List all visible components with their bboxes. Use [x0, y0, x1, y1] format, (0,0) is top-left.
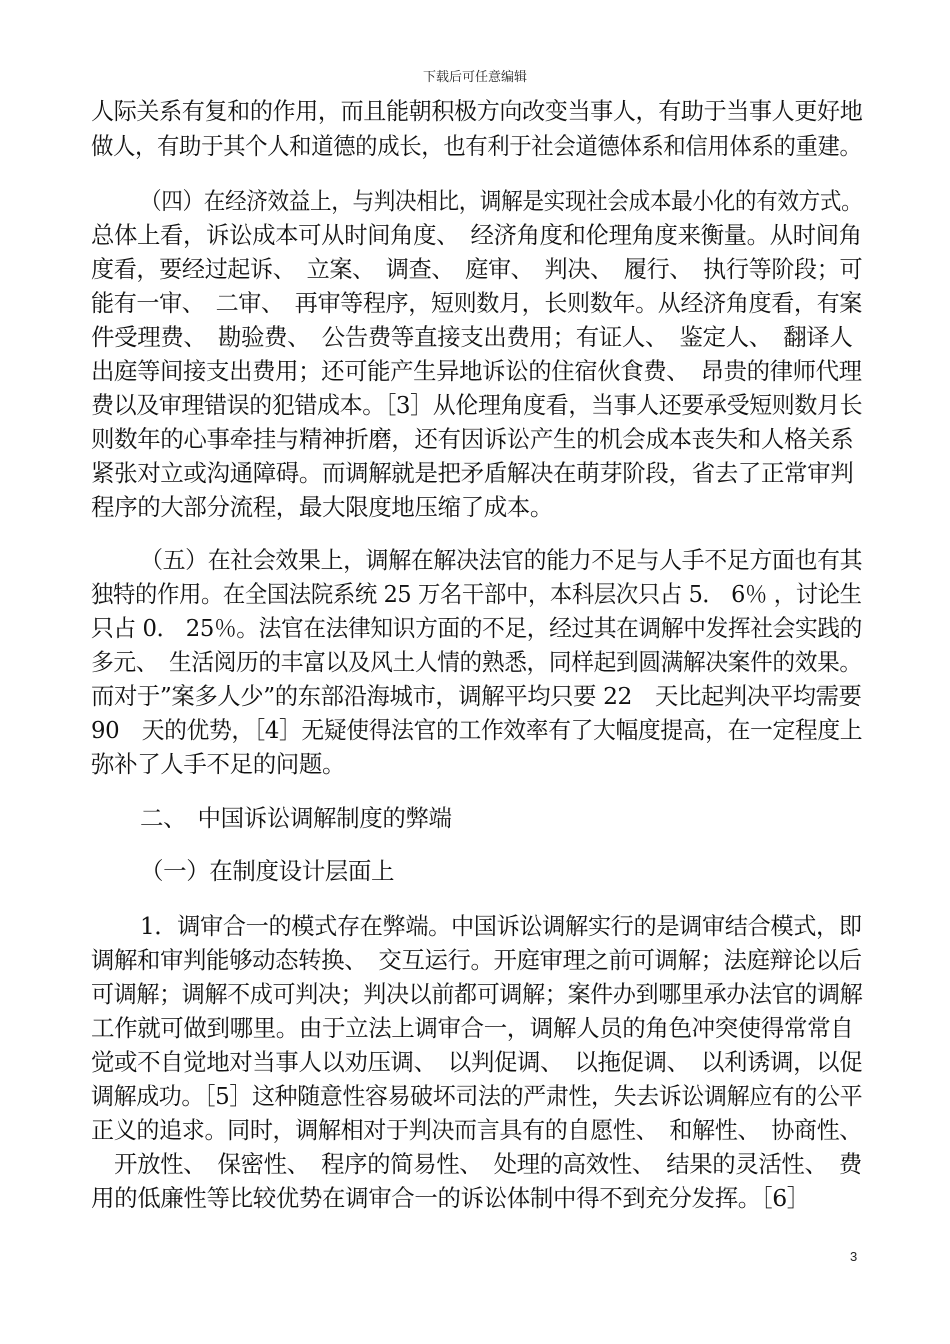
page-header: 下载后可任意编辑 — [422, 70, 527, 85]
text-line: 调解和审判能够动态转换、 交互运行。开庭审理之前可调解；法庭辩论以后 — [91, 946, 862, 974]
text-line: 正义的追求。同时，调解相对于判决而言具有的自愿性、 和解性、 协商性、 — [91, 1116, 862, 1144]
section-heading: 二、 中国诉讼调解制度的弊端 — [140, 804, 452, 832]
text-line: 程序的大部分流程，最大限度地压缩了成本。 — [91, 493, 553, 521]
subsection-heading: （一）在制度设计层面上 — [140, 857, 395, 885]
text-line: 工作就可做到哪里。由于立法上调审合一，调解人员的角色冲突使得常常自 — [91, 1014, 854, 1042]
text-line: 而对于”案多人少”的东部沿海城市，调解平均只要 22 天比起判决平均需要 — [91, 682, 862, 710]
text-line: 紧张对立或沟通障碍。而调解就是把矛盾解决在萌芽阶段，省去了正常审判 — [91, 459, 854, 487]
text-line: 只占 0． 25％。法官在法律知识方面的不足，经过其在调解中发挥社会实践的 — [91, 614, 862, 642]
text-line: 觉或不自觉地对当事人以劝压调、 以判促调、 以拖促调、 以利诱调，以促 — [91, 1048, 863, 1076]
text-line: 则数年的心事牵挂与精神折磨，还有因诉讼产生的机会成本丧失和人格关系 — [91, 425, 854, 453]
text-line: 独特的作用。在全国法院系统 25 万名干部中，本科层次只占 5． 6％ ，讨论生 — [91, 580, 862, 608]
paragraph-heading: 1．调审合一的模式存在弊端。中国诉讼调解实行的是调审结合模式，即 — [140, 912, 862, 940]
text-line: 多元、 生活阅历的丰富以及风土人情的熟悉，同样起到圆满解决案件的效果。 — [91, 648, 862, 676]
text-line: 做人，有助于其个人和道德的成长，也有利于社会道德体系和信用体系的重建。 — [91, 132, 862, 160]
text-line: 开放性、 保密性、 程序的简易性、 处理的高效性、 结果的灵活性、 费 — [91, 1150, 862, 1178]
text-line: 出庭等间接支出费用；还可能产生异地诉讼的住宿伙食费、 昂贵的律师代理 — [91, 357, 862, 385]
paragraph-heading: （五）在社会效果上，调解在解决法官的能力不足与人手不足方面也有其 — [140, 546, 863, 574]
text-line: 总体上看，诉讼成本可从时间角度、 经济角度和伦理角度来衡量。从时间角 — [91, 221, 862, 249]
text-line: 人际关系有复和的作用，而且能朝积极方向改变当事人，有助于当事人更好地 — [91, 97, 863, 125]
text-line: 能有一审、 二审、 再审等程序，短则数月，长则数年。从经济角度看，有案 — [91, 289, 862, 317]
paragraph-heading: （四）在经济效益上，与判决相比，调解是实现社会成本最小化的有效方式。 — [140, 187, 863, 215]
text-line: 调解成功。［5］这种随意性容易破坏司法的严肃性，失去诉讼调解应有的公平 — [91, 1082, 863, 1110]
text-line: 费以及审理错误的犯错成本。［3］从伦理角度看，当事人还要承受短则数月长 — [91, 391, 863, 419]
text-line: 用的低廉性等比较优势在调审合一的诉讼体制中得不到充分发挥。［6］ — [91, 1184, 810, 1212]
text-line: 90 天的优势，［4］无疑使得法官的工作效率有了大幅度提高，在一定程度上 — [91, 716, 863, 744]
text-line: 件受理费、 勘验费、 公告费等直接支出费用；有证人、 鉴定人、 翻译人 — [91, 323, 853, 351]
text-line: 弥补了人手不足的问题。 — [91, 750, 346, 778]
text-line: 可调解；调解不成可判决；判决以前都可调解；案件办到哪里承办法官的调解 — [91, 980, 863, 1008]
page-number: 3 — [850, 1249, 858, 1264]
text-line: 度看，要经过起诉、 立案、 调查、 庭审、 判决、 履行、 执行等阶段；可 — [91, 255, 863, 283]
